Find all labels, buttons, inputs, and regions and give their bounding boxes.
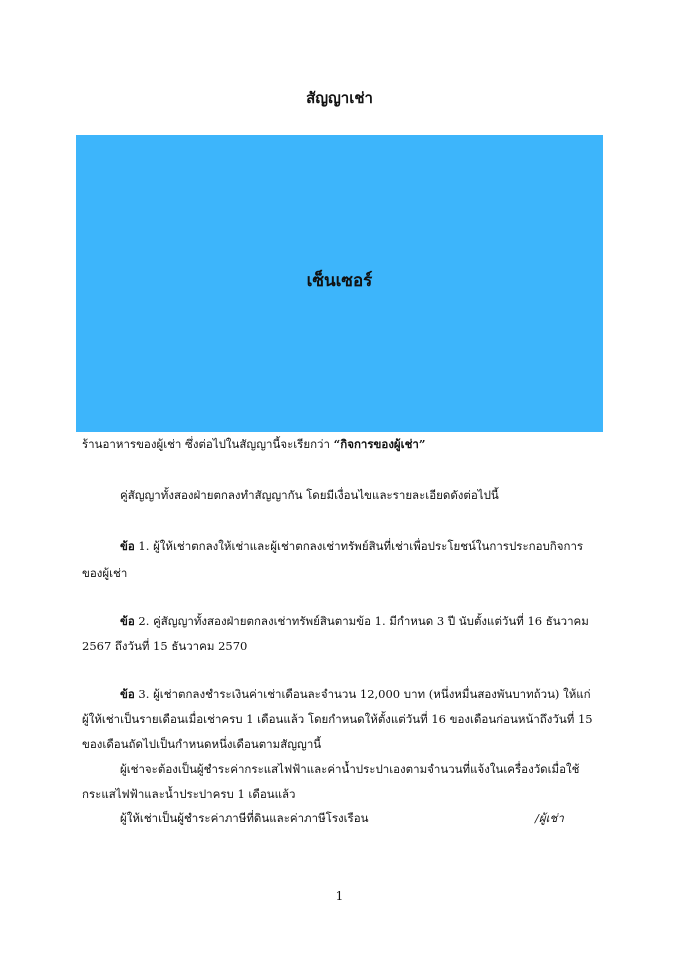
page-number: 1 [335,889,344,903]
clause-3-line-6: ผู้ให้เช่าเป็นผู้ชำระค่าภาษีที่ดินและค่าภาษีโรงเรือน [120,811,369,825]
censor-label: เซ็นเซอร์ [306,271,373,291]
intro-line [82,436,602,452]
clause-1-line-2: ของผู้เช่า [82,566,128,580]
clause-1-text: 1. ผู้ให้เช่าตกลงให้เช่าและผู้เช่าตกลงเช่าทรัพย์สินที่เช่าเพื่อประโยชน์ในการประกอบกิจการ [134,539,584,553]
document-title: สัญญาเช่า [306,89,373,107]
clause-3-line-4: ผู้เช่าจะต้องเป็นผู้ชำระค่ากระแสไฟฟ้าและค่าน้ำประปาเองตามจำนวนที่แจ้งในเครื่องวัดเมื่อใช้ [120,762,580,776]
clause-2-label: ข้อ [120,614,135,628]
clause-3-line-5: กระแสไฟฟ้าและน้ำประปาครบ 1 เดือนแล้ว [82,787,296,801]
clause-2-text: 2. คู่สัญญาทั้งสองฝ่ายตกลงเช่าทรัพย์สินตามข้อ 1. มีกำหนด 3 ปี นับตั้งแต่วันที่ 16 ธันวาคม [134,614,589,628]
clause-2-line-1 [120,613,602,629]
tenant-signature-label: /ผู้เช่า [535,811,564,825]
clause-3-line-2: ผู้ให้เช่าเป็นรายเดือนเมื่อเช่าครบ 1 เดือนแล้ว โดยกำหนดให้ตั้งแต่วันที่ 16 ของเดือนก่อนหน้าถึงวันที่ 15 [82,712,593,726]
clause-1-label: ข้อ [120,539,135,553]
clause-1-line-1 [120,538,602,554]
business-term: “กิจการของผู้เช่า” [333,437,426,451]
censor-block [76,135,603,432]
clause-3-text: 3. ผู้เช่าตกลงชำระเงินค่าเช่าเดือนละจำนวน 12,000 บาท (หนึ่งหมื่นสองพันบาทถ้วน) ให้แก่ [134,687,591,701]
clause-3-line-3: ของเดือนถัดไปเป็นกำหนดหนึ่งเดือนตามสัญญานี้ [82,737,322,751]
clause-3-label: ข้อ [120,687,135,701]
agreement-line: คู่สัญญาทั้งสองฝ่ายตกลงทำสัญญากัน โดยมีเงื่อนไขและรายละเอียดดังต่อไปนี้ [120,488,499,502]
clause-3-line-1 [120,686,602,702]
clause-2-line-2: 2567 ถึงวันที่ 15 ธันวาคม 2570 [82,639,248,653]
intro-text: ร้านอาหารของผู้เช่า ซึ่งต่อไปในสัญญานี้จะเรียกว่า [82,437,334,451]
